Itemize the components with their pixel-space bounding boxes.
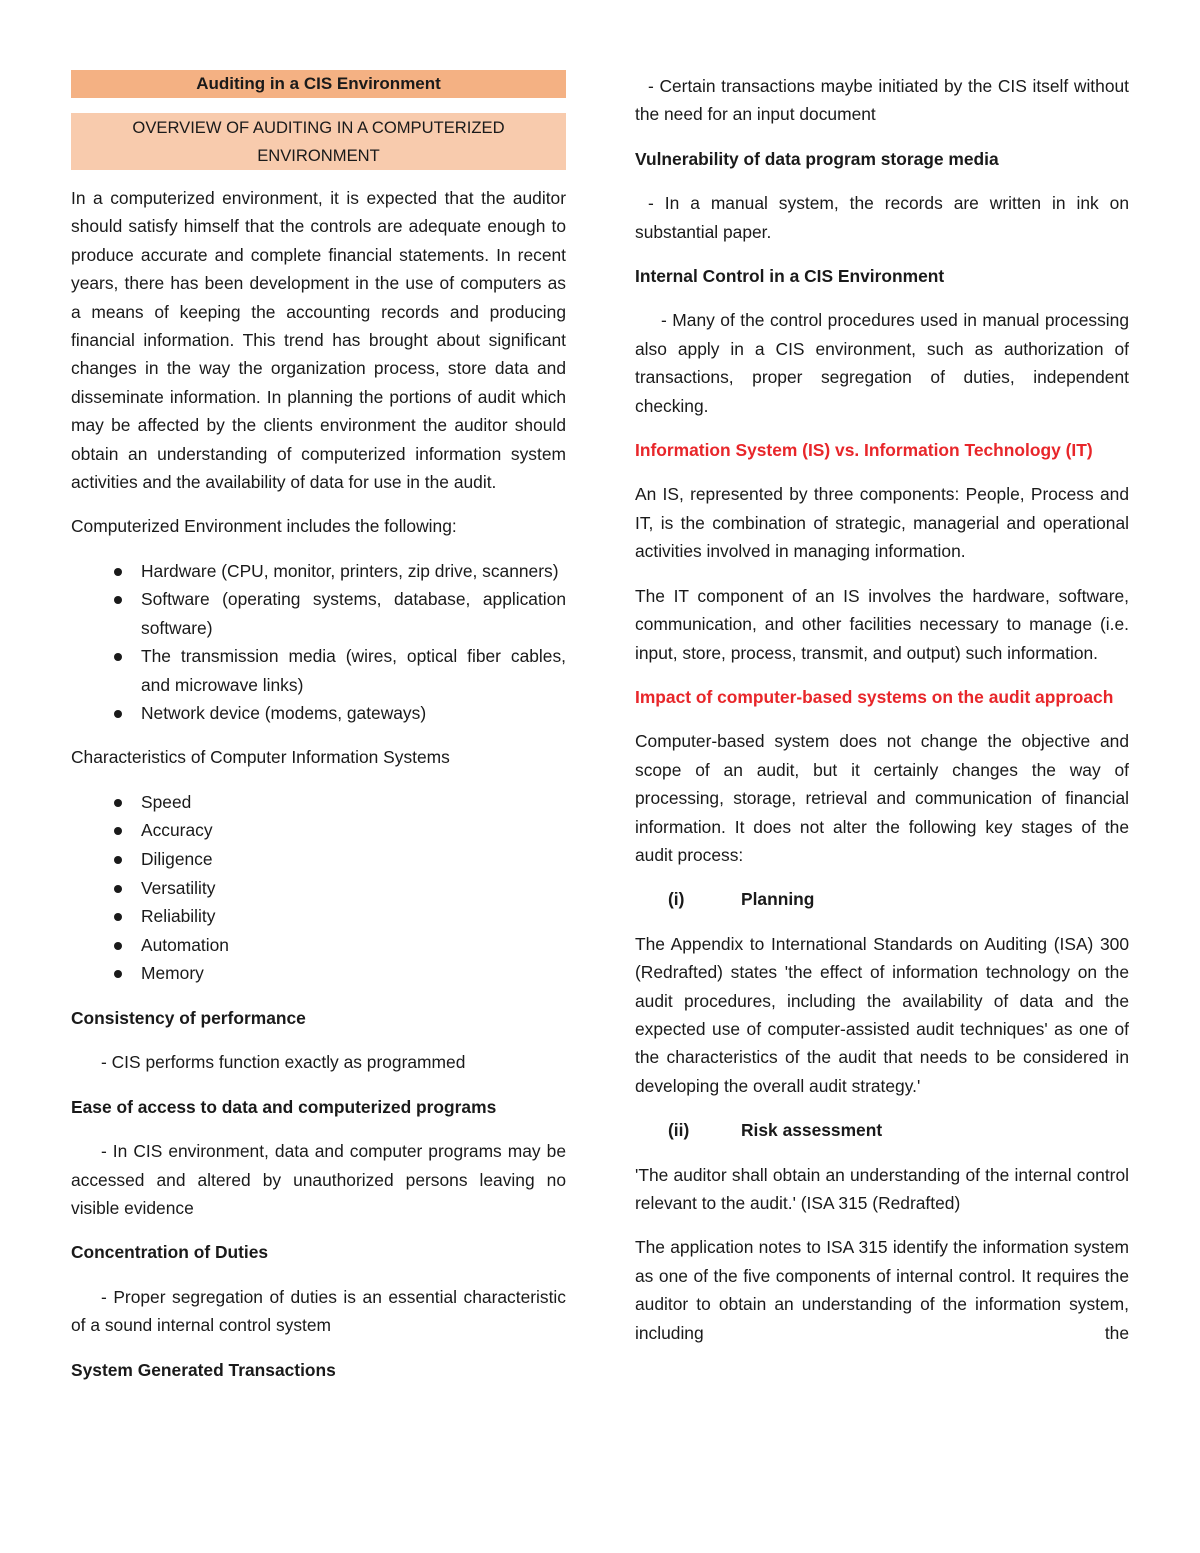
system-generated-text: - Certain transactions maybe initiated by the CIS itself without the need for an input document: [635, 76, 1129, 125]
stage-number: (ii): [668, 1120, 690, 1141]
characteristics-list: [71, 788, 566, 988]
it-paragraph: The IT component of an IS involves the hardware, software, communication, and other facilities necessary to manage (i.e. input, store, process, transmit, and output) such information.: [635, 585, 1129, 663]
stage-number: (i): [668, 889, 685, 910]
risk-paragraph: 'The auditor shall obtain an understanding of the internal control relevant to the audit.' (ISA 315 (Redrafted): [635, 1164, 1129, 1213]
is-vs-it-heading: Information System (IS) vs. Information Technology (IT): [635, 440, 1093, 461]
ease-heading: Ease of access to data and computerized programs: [71, 1096, 497, 1117]
list-item: The transmission media (wires, optical fiber cables, and microwave links): [71, 642, 566, 699]
right-column: [635, 72, 1129, 1363]
list-item: Versatility: [71, 874, 566, 903]
impact-heading: Impact of computer-based systems on the audit approach: [635, 686, 1114, 707]
list-item: Diligence: [71, 845, 566, 874]
internal-control-text: - Many of the control procedures used in manual processing also apply in a CIS environment, such as authorization of transactions, proper segregation of duties, independent checking.: [635, 310, 1129, 416]
ease-text: - In CIS environment, data and computer programs may be accessed and altered by unauthorized persons leaving no visible evidence: [71, 1141, 566, 1218]
internal-control-heading: Internal Control in a CIS Environment: [635, 266, 945, 287]
list-item: Reliability: [71, 902, 566, 931]
list-item: Automation: [71, 931, 566, 960]
list-item: Speed: [71, 788, 566, 817]
list-item: Accuracy: [71, 816, 566, 845]
impact-paragraph: Computer-based system does not change the objective and scope of an audit, but it certainly changes the way of processing, storage, retrieval and communication of financial information. It does not alter the following key stages of the audit process:: [635, 731, 1129, 865]
consistency-heading: Consistency of performance: [71, 1007, 306, 1028]
planning-paragraph: The Appendix to International Standards on Auditing (ISA) 300 (Redrafted) states 'the effect of information technology on the audit procedures, including the availability of data and the expected use of computer-assisted audit techniques' as one of the characteristics of the audit that needs to be considered in developing the overall audit strategy.': [635, 933, 1129, 1096]
application-notes-paragraph: The application notes to ISA 315 identify the information system as one of the five components of internal control. It requires the auditor to obtain an understanding of the information system, including the: [635, 1237, 1129, 1343]
stage-label: Risk assessment: [741, 1120, 883, 1141]
stage-risk-assessment: [635, 1116, 1129, 1144]
list-item: Network device (modems, gateways): [71, 699, 566, 727]
list-item: Hardware (CPU, monitor, printers, zip drive, scanners): [71, 557, 566, 585]
left-column: [71, 70, 566, 1400]
list-item: Memory: [71, 959, 566, 988]
vulnerability-text: - In a manual system, the records are written in ink on substantial paper.: [635, 193, 1129, 242]
stage-label: Planning: [741, 889, 815, 910]
env-heading: Computerized Environment includes the following:: [71, 516, 457, 537]
intro-paragraph: In a computerized environment, it is expected that the auditor should satisfy himself that the controls are adequate enough to produce accurate and complete financial statements. In recent years, there has been development in the use of computers as a means of keeping the accounting records and producing financial information. This trend has brought about significant changes in the way the organization process, store data and disseminate information. In planning the portions of audit which may be affected by the clients environment the auditor should obtain an understanding of computerized information system activities and the availability of data for use in the audit.: [71, 188, 566, 493]
section-subtitle: OVERVIEW OF AUDITING IN A COMPUTERIZED ENVIRONMENT: [71, 113, 566, 170]
system-generated-heading: System Generated Transactions: [71, 1359, 336, 1380]
is-paragraph: An IS, represented by three components: People, Process and IT, is the combination of strategic, managerial and operational activities involved in managing information.: [635, 484, 1129, 562]
concentration-heading: Concentration of Duties: [71, 1242, 269, 1263]
list-item: Software (operating systems, database, application software): [71, 585, 566, 642]
concentration-text: - Proper segregation of duties is an essential characteristic of a sound internal control system: [71, 1286, 566, 1336]
env-list: [71, 557, 566, 727]
document-title: Auditing in a CIS Environment: [71, 70, 566, 98]
characteristics-heading: Characteristics of Computer Information Systems: [71, 747, 450, 768]
vulnerability-heading: Vulnerability of data program storage media: [635, 148, 999, 169]
stage-planning: [635, 885, 1129, 913]
consistency-text: - CIS performs function exactly as programmed: [101, 1052, 466, 1073]
